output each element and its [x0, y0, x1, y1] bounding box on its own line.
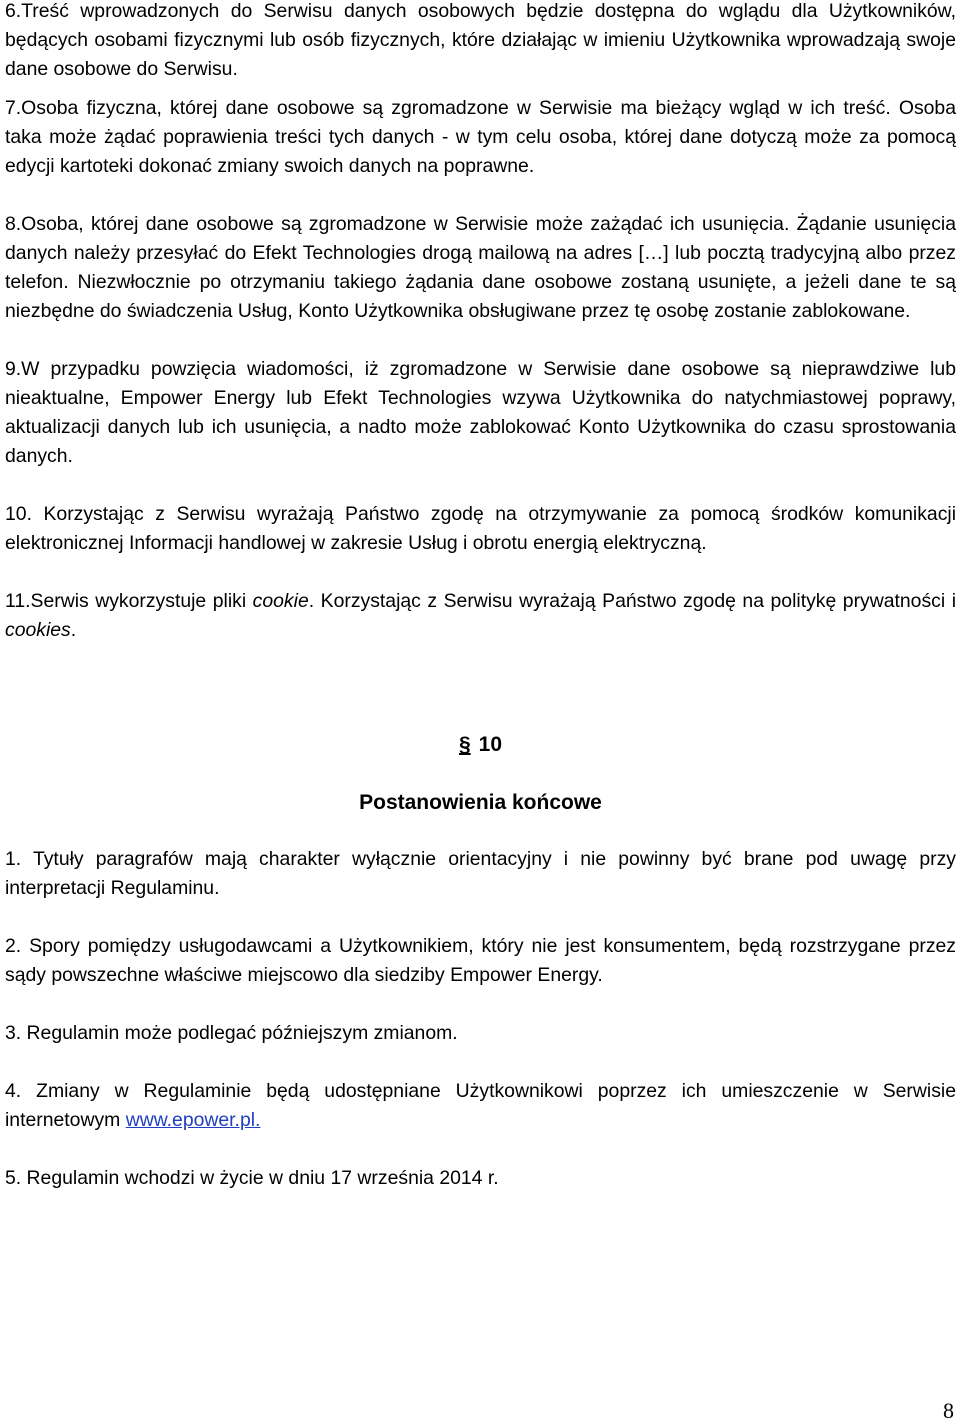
section-number: 10 [478, 733, 503, 756]
website-link[interactable]: www.epower.pl. [125, 1109, 261, 1131]
page-number: 8 [943, 1398, 954, 1423]
paragraph-11 [5, 587, 956, 645]
paragraph-11-text-end: . [70, 619, 77, 641]
final-paragraph-4-text: 4. Zmiany w Regulaminie będą udostępniane Użytkownikowi poprzez ich umieszczenie w Serwisie internetowym [5, 1080, 956, 1131]
final-paragraph-4 [5, 1077, 956, 1135]
paragraph-11-italic-cookie: cookie [252, 590, 309, 612]
section-sign: § [458, 733, 471, 756]
paragraph-10: 10. Korzystając z Serwisu wyrażają Państwo zgodę na otrzymywanie za pomocą środków komunikacji elektronicznej Informacji handlowej w zakresie Usług i obrotu energią elektryczną. [5, 503, 956, 554]
paragraph-11-text-middle: . Korzystając z Serwisu wyrażają Państwo zgodę na politykę prywatności i [308, 590, 956, 612]
final-paragraph-3: 3. Regulamin może podlegać późniejszym zmianom. [5, 1022, 458, 1044]
section-title: Postanowienia końcowe [359, 791, 602, 814]
paragraph-8: 8.Osoba, której dane osobowe są zgromadzone w Serwisie może zażądać ich usunięcia. Żądanie usunięcia danych należy przesyłać do Efekt Technologies drogą mailową na adres […] lub pocztą tradycyjną albo przez telefon. Niezwłocznie po otrzymaniu takiego żądania dane osobowe zostaną usunięte, a jeżeli dane te są niezbędne do świadczenia Usług, Konto Użytkownika obsługiwane przez tę osobę zostanie zablokowane. [5, 213, 956, 322]
paragraph-7: 7.Osoba fizyczna, której dane osobowe są zgromadzone w Serwisie ma bieżący wgląd w ich treść. Osoba taka może żądać poprawienia treści tych danych - w tym celu osoba, której dane dotyczą może za pomocą edycji kartoteki dokonać zmiany swoich danych na poprawne. [5, 97, 956, 177]
final-paragraph-2: 2. Spory pomiędzy usługodawcami a Użytkownikiem, który nie jest konsumentem, będą rozstrzygane przez sądy powszechne właściwe miejscowo dla siedziby Empower Energy. [5, 935, 956, 986]
final-paragraph-1: 1. Tytuły paragrafów mają charakter wyłącznie orientacyjny i nie powinny być brane pod uwagę przy interpretacji Regulaminu. [5, 848, 956, 899]
document-page [5, 0, 956, 1193]
paragraph-6: 6.Treść wprowadzonych do Serwisu danych osobowych będzie dostępna do wglądu dla Użytkowników, będących osobami fizycznymi lub osób fizycznych, które działając w imieniu Użytkownika wprowadzają swoje dane osobowe do Serwisu. [5, 0, 956, 80]
paragraph-11-italic-cookies: cookies [5, 619, 71, 641]
section-heading-number [5, 730, 956, 759]
paragraph-9: 9.W przypadku powzięcia wiadomości, iż zgromadzone w Serwisie dane osobowe są nieprawdziwe lub nieaktualne, Empower Energy lub Efekt Technologies wzywa Użytkownika do natychmiastowej poprawy, aktualizacji danych lub ich usunięcia, a nadto może zablokować Konto Użytkownika do czasu sprostowania danych. [5, 358, 956, 467]
paragraph-11-text-start: 11.Serwis wykorzystuje pliki [5, 590, 253, 612]
final-paragraph-5: 5. Regulamin wchodzi w życie w dniu 17 września 2014 r. [5, 1167, 499, 1189]
